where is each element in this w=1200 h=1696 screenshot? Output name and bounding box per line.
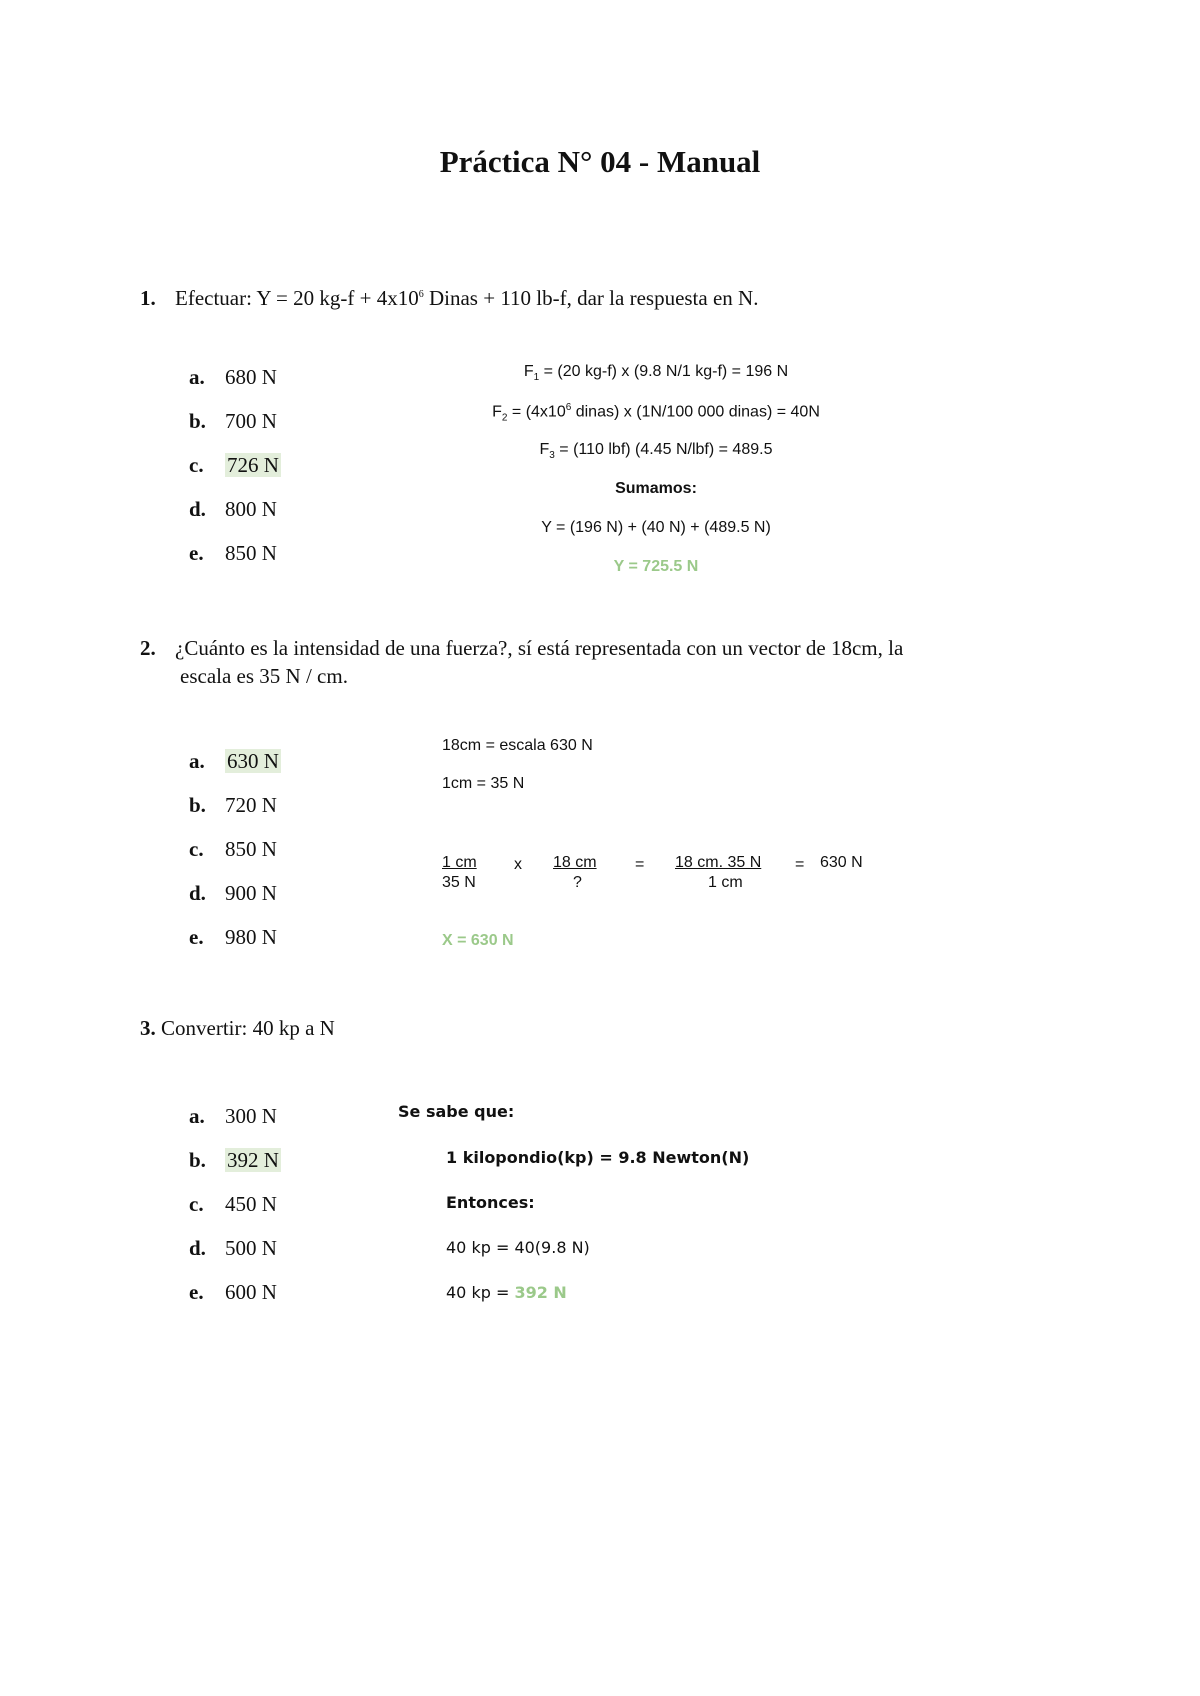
q3-calc-fact: 1 kilopondio(kp) = 9.8 Newton(N) — [446, 1148, 750, 1167]
q1-option-a[interactable]: a. 680 N — [189, 365, 277, 389]
q1-calc-f2: $F_2 = (4x10^6$ dinas) x (1N/100 000 dinas) = 40N — [492, 402, 820, 424]
equals-sign: = — [795, 856, 805, 873]
question-text: Convertir: 40 kp a N — [161, 1016, 335, 1040]
highlighted-answer: 392 N — [227, 1148, 279, 1172]
option-value: 600 N — [225, 1280, 277, 1304]
frac3-denominator: 1 cm — [708, 874, 743, 891]
option-value: 680 N — [225, 365, 277, 389]
frac2-denominator: ? — [573, 874, 582, 891]
q3-calc-result: 392 N — [514, 1283, 567, 1302]
q1-calc-sum-label: Sumamos: — [615, 480, 697, 497]
q3-calc-then: Entonces: — [446, 1193, 535, 1212]
q3-calc-step1: 40 kp = 40(9.8 N) — [446, 1238, 590, 1257]
option-value: 800 N — [225, 497, 277, 521]
highlighted-answer: 630 N — [227, 749, 279, 773]
q2-option-a[interactable]: a. 630 N — [189, 749, 279, 773]
q2-option-d[interactable]: d. 900 N — [189, 881, 277, 905]
question-text-end: Dinas + 110 lb-f, dar la respuesta en N. — [423, 286, 759, 310]
frac1-numerator: 1 cm — [442, 854, 477, 871]
frac3-numerator: 18 cm. 35 N — [675, 854, 762, 871]
q1-calc-f1: $F_1 = (20$ kg-f) x (9.8 N/1 kg-f) = 196 N — [523, 363, 789, 384]
question-2 — [140, 634, 903, 662]
q1-option-b[interactable]: b. 700 N — [189, 409, 277, 433]
question-number: 1. — [140, 286, 156, 310]
q1-option-d[interactable]: d. 800 N — [189, 497, 277, 521]
equals-sign: = — [635, 856, 645, 873]
q1-option-c[interactable]: c. 726 N — [189, 453, 279, 477]
question-2-line2: escala es 35 N / cm. — [180, 664, 348, 688]
q2-calc-line1: 18cm = escala 630 N — [442, 737, 593, 754]
q3-option-d[interactable]: d. 500 N — [189, 1236, 277, 1260]
option-value: 300 N — [225, 1104, 277, 1128]
option-value: 980 N — [225, 925, 277, 949]
q3-calc-known: Se sabe que: — [398, 1102, 515, 1121]
highlighted-answer: 726 N — [227, 453, 279, 477]
option-value: 450 N — [225, 1192, 277, 1216]
q1-calc-f3: $F_3 = (110$ lbf) (4.45 N/lbf) = 489.5 — [539, 441, 773, 462]
question-text: Efectuar: Y = 20 kg-f + 4x10 — [175, 286, 419, 310]
option-value: 720 N — [225, 793, 277, 817]
q2-option-c[interactable]: c. 850 N — [189, 837, 277, 861]
question-number: 3. — [140, 1016, 156, 1040]
exponent: 6 — [418, 289, 424, 300]
option-value: 850 N — [225, 837, 277, 861]
q1-option-e[interactable]: e. 850 N — [189, 541, 277, 565]
q3-option-e[interactable]: e. 600 N — [189, 1280, 277, 1304]
option-value: 500 N — [225, 1236, 277, 1260]
q3-option-c[interactable]: c. 450 N — [189, 1192, 277, 1216]
q1-calc-sum-expr: Y = (196 N) + (40 N) + (489.5 N) — [541, 519, 771, 536]
frac1-denominator: 35 N — [442, 874, 476, 891]
q1-calc-result: Y = 725.5 N — [613, 558, 699, 575]
q2-calc-result: X = 630 N — [442, 932, 514, 949]
q3-option-a[interactable]: a. 300 N — [189, 1104, 277, 1128]
times-sign: x — [514, 856, 522, 873]
q2-option-e[interactable]: e. 980 N — [189, 925, 277, 949]
question-3 — [140, 1014, 335, 1042]
option-value: 900 N — [225, 881, 277, 905]
q3-calc-step2: 40 kp = 392 N — [446, 1283, 567, 1302]
option-value: 850 N — [225, 541, 277, 565]
q3-option-b[interactable]: b. 392 N — [189, 1148, 279, 1172]
q2-option-b[interactable]: b. 720 N — [189, 793, 277, 817]
question-text: ¿Cuánto es la intensidad de una fuerza?, sí está representada con un vector de 18cm, la — [175, 636, 904, 660]
question-1 — [140, 281, 758, 312]
question-number: 2. — [140, 636, 156, 660]
frac-result: 630 N — [820, 854, 863, 871]
frac2-numerator: 18 cm — [553, 854, 597, 871]
q2-calc-line2: 1cm = 35 N — [442, 775, 525, 792]
page-title: Práctica N° 04 - Manual — [439, 144, 761, 179]
option-value: 700 N — [225, 409, 277, 433]
